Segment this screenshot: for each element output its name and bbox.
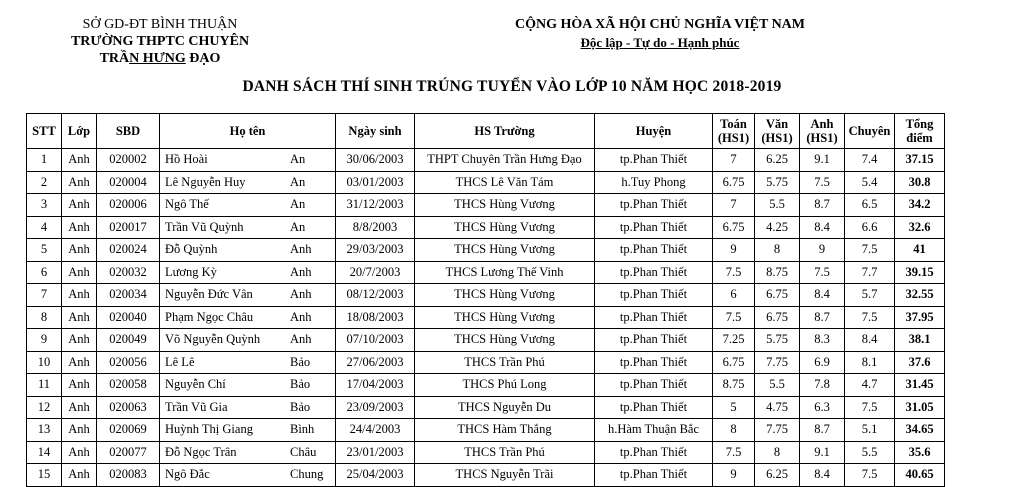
cell-toan: 7.5 [713, 441, 755, 464]
cell-huyen: tp.Phan Thiết [595, 216, 713, 239]
cell-chuyen: 8.4 [845, 329, 895, 352]
cell-tong: 39.15 [895, 261, 945, 284]
cell-lop: Anh [62, 464, 97, 487]
national-header [440, 16, 880, 52]
cell-toan: 9 [713, 464, 755, 487]
cell-sbd: 020083 [97, 464, 160, 487]
col-huyen: Huyện [595, 114, 713, 149]
cell-hoten [160, 149, 336, 172]
cell-hoten [160, 194, 336, 217]
cell-hoten [160, 306, 336, 329]
cell-stt: 6 [27, 261, 62, 284]
cell-sbd: 020034 [97, 284, 160, 307]
cell-ngaysinh: 07/10/2003 [336, 329, 415, 352]
cell-hoten [160, 351, 336, 374]
col-tong-line2: điểm [906, 131, 933, 145]
cell-van: 6.75 [755, 306, 800, 329]
cell-hoten [160, 171, 336, 194]
cell-van: 6.25 [755, 149, 800, 172]
col-hoten: Họ tên [160, 114, 336, 149]
first-name: Châu [290, 444, 317, 459]
cell-sbd: 020056 [97, 351, 160, 374]
cell-sbd: 020004 [97, 171, 160, 194]
school-name-line2 [40, 50, 280, 67]
cell-van: 5.75 [755, 329, 800, 352]
cell-chuyen: 5.7 [845, 284, 895, 307]
table-header-row [27, 114, 945, 149]
cell-stt: 3 [27, 194, 62, 217]
cell-anh: 7.8 [800, 374, 845, 397]
cell-hoten [160, 216, 336, 239]
admission-table [26, 113, 945, 487]
cell-chuyen: 5.4 [845, 171, 895, 194]
last-name: Phạm Ngọc Châu [165, 309, 254, 324]
cell-truong: THPT Chuyên Trần Hưng Đạo [415, 149, 595, 172]
cell-anh: 9.1 [800, 441, 845, 464]
table-row [27, 216, 945, 239]
cell-huyen: h.Tuy Phong [595, 171, 713, 194]
first-name: An [290, 197, 306, 212]
cell-truong: THCS Trần Phú [415, 351, 595, 374]
col-van [755, 114, 800, 149]
national-motto: Độc lập - Tự do - Hạnh phúc [580, 35, 740, 50]
cell-chuyen: 7.5 [845, 239, 895, 262]
cell-tong: 34.2 [895, 194, 945, 217]
cell-chuyen: 5.1 [845, 419, 895, 442]
cell-anh: 8.7 [800, 419, 845, 442]
cell-ngaysinh: 31/12/2003 [336, 194, 415, 217]
cell-sbd: 020069 [97, 419, 160, 442]
cell-stt: 12 [27, 396, 62, 419]
table-row [27, 171, 945, 194]
table-row [27, 374, 945, 397]
school-header [40, 16, 280, 67]
cell-toan: 6.75 [713, 351, 755, 374]
cell-truong: THCS Trần Phú [415, 441, 595, 464]
cell-sbd: 020017 [97, 216, 160, 239]
last-name: Huỳnh Thị Giang [165, 422, 253, 437]
cell-anh: 7.5 [800, 261, 845, 284]
col-anh-line2: (HS1) [806, 131, 838, 145]
cell-huyen: tp.Phan Thiết [595, 306, 713, 329]
cell-truong: THCS Hùng Vương [415, 194, 595, 217]
cell-huyen: tp.Phan Thiết [595, 374, 713, 397]
cell-sbd: 020058 [97, 374, 160, 397]
cell-toan: 5 [713, 396, 755, 419]
col-toan-line2: (HS1) [717, 131, 750, 145]
cell-ngaysinh: 20/7/2003 [336, 261, 415, 284]
cell-lop: Anh [62, 284, 97, 307]
cell-truong: THCS Hùng Vương [415, 216, 595, 239]
cell-van: 8.75 [755, 261, 800, 284]
first-name: Bảo [290, 354, 311, 369]
cell-anh: 8.4 [800, 216, 845, 239]
cell-sbd: 020002 [97, 149, 160, 172]
table-row [27, 351, 945, 374]
col-van-line1: Văn [765, 117, 789, 131]
cell-toan: 7.5 [713, 306, 755, 329]
cell-stt: 4 [27, 216, 62, 239]
first-name: An [290, 219, 306, 234]
school-name-part3: ĐẠO [185, 51, 221, 66]
cell-lop: Anh [62, 239, 97, 262]
cell-anh: 9.1 [800, 149, 845, 172]
first-name: Anh [290, 264, 312, 279]
cell-tong: 32.55 [895, 284, 945, 307]
last-name: Võ Nguyễn Quỳnh [165, 332, 261, 347]
first-name: Bảo [290, 377, 311, 392]
cell-ngaysinh: 03/01/2003 [336, 171, 415, 194]
cell-ngaysinh: 27/06/2003 [336, 351, 415, 374]
cell-lop: Anh [62, 171, 97, 194]
country-name: CỘNG HÒA XÃ HỘI CHỦ NGHĨA VIỆT NAM [514, 17, 805, 32]
table-row [27, 464, 945, 487]
cell-sbd: 020063 [97, 396, 160, 419]
cell-tong: 38.1 [895, 329, 945, 352]
cell-chuyen: 7.4 [845, 149, 895, 172]
cell-hoten [160, 261, 336, 284]
cell-van: 8 [755, 441, 800, 464]
cell-ngaysinh: 8/8/2003 [336, 216, 415, 239]
cell-tong: 31.05 [895, 396, 945, 419]
cell-van: 4.25 [755, 216, 800, 239]
cell-lop: Anh [62, 261, 97, 284]
cell-tong: 41 [895, 239, 945, 262]
last-name: Nguyễn Đức Vân [165, 287, 253, 302]
cell-chuyen: 7.5 [845, 306, 895, 329]
cell-huyen: tp.Phan Thiết [595, 464, 713, 487]
cell-anh: 6.9 [800, 351, 845, 374]
school-name-part2: N HƯNG [129, 51, 186, 66]
cell-toan: 9 [713, 239, 755, 262]
cell-truong: THCS Phú Long [415, 374, 595, 397]
col-toan [713, 114, 755, 149]
cell-sbd: 020032 [97, 261, 160, 284]
cell-chuyen: 8.1 [845, 351, 895, 374]
school-name-part1: TRẦ [99, 51, 130, 66]
cell-tong: 34.65 [895, 419, 945, 442]
cell-truong: THCS Hùng Vương [415, 306, 595, 329]
cell-huyen: tp.Phan Thiết [595, 441, 713, 464]
cell-toan: 7 [713, 149, 755, 172]
table-row [27, 419, 945, 442]
table-row [27, 306, 945, 329]
cell-van: 7.75 [755, 419, 800, 442]
cell-sbd: 020024 [97, 239, 160, 262]
cell-anh: 8.3 [800, 329, 845, 352]
cell-ngaysinh: 18/08/2003 [336, 306, 415, 329]
cell-chuyen: 4.7 [845, 374, 895, 397]
cell-tong: 30.8 [895, 171, 945, 194]
first-name: Chung [290, 467, 324, 482]
last-name: Đỗ Ngọc Trân [165, 444, 237, 459]
cell-hoten [160, 419, 336, 442]
cell-truong: THCS Hùng Vương [415, 284, 595, 307]
cell-sbd: 020049 [97, 329, 160, 352]
col-anh [800, 114, 845, 149]
cell-ngaysinh: 30/06/2003 [336, 149, 415, 172]
cell-ngaysinh: 25/04/2003 [336, 464, 415, 487]
first-name: Anh [290, 309, 312, 324]
last-name: Hồ Hoài [165, 152, 208, 167]
cell-huyen: h.Hàm Thuận Bắc [595, 419, 713, 442]
cell-stt: 7 [27, 284, 62, 307]
last-name: Đỗ Quỳnh [165, 242, 218, 257]
cell-truong: THCS Lê Văn Tám [415, 171, 595, 194]
table-row [27, 239, 945, 262]
cell-hoten [160, 464, 336, 487]
cell-van: 4.75 [755, 396, 800, 419]
cell-lop: Anh [62, 149, 97, 172]
cell-huyen: tp.Phan Thiết [595, 284, 713, 307]
cell-toan: 6 [713, 284, 755, 307]
cell-anh: 8.7 [800, 194, 845, 217]
cell-stt: 15 [27, 464, 62, 487]
cell-anh: 6.3 [800, 396, 845, 419]
cell-tong: 31.45 [895, 374, 945, 397]
cell-sbd: 020006 [97, 194, 160, 217]
first-name: An [290, 174, 306, 189]
cell-van: 5.75 [755, 171, 800, 194]
cell-hoten [160, 329, 336, 352]
cell-huyen: tp.Phan Thiết [595, 239, 713, 262]
last-name: Lê Lê [165, 354, 195, 369]
cell-lop: Anh [62, 329, 97, 352]
cell-huyen: tp.Phan Thiết [595, 149, 713, 172]
cell-tong: 35.6 [895, 441, 945, 464]
last-name: Ngô Đắc [165, 467, 210, 482]
cell-lop: Anh [62, 441, 97, 464]
col-van-line2: (HS1) [761, 131, 793, 145]
cell-toan: 8 [713, 419, 755, 442]
cell-stt: 11 [27, 374, 62, 397]
first-name: An [290, 152, 306, 167]
cell-stt: 8 [27, 306, 62, 329]
last-name: Trần Vũ Quỳnh [165, 219, 244, 234]
cell-hoten [160, 396, 336, 419]
cell-truong: THCS Hùng Vương [415, 329, 595, 352]
cell-hoten [160, 374, 336, 397]
col-anh-line1: Anh [810, 117, 834, 131]
cell-anh: 8.4 [800, 464, 845, 487]
cell-van: 6.25 [755, 464, 800, 487]
cell-anh: 7.5 [800, 171, 845, 194]
cell-anh: 8.7 [800, 306, 845, 329]
table-row [27, 194, 945, 217]
last-name: Lương Kỳ [165, 264, 217, 279]
col-lop: Lớp [62, 114, 97, 149]
cell-anh: 9 [800, 239, 845, 262]
cell-ngaysinh: 08/12/2003 [336, 284, 415, 307]
last-name: Ngô Thế [165, 197, 209, 212]
table-row [27, 396, 945, 419]
col-stt: STT [27, 114, 62, 149]
cell-toan: 8.75 [713, 374, 755, 397]
cell-van: 8 [755, 239, 800, 262]
cell-van: 5.5 [755, 194, 800, 217]
table-row [27, 284, 945, 307]
cell-chuyen: 7.5 [845, 396, 895, 419]
cell-toan: 7 [713, 194, 755, 217]
last-name: Trần Vũ Gia [165, 399, 228, 414]
col-sbd: SBD [97, 114, 160, 149]
cell-huyen: tp.Phan Thiết [595, 329, 713, 352]
cell-tong: 37.6 [895, 351, 945, 374]
first-name: Bảo [290, 399, 311, 414]
department-name: SỞ GD-ĐT BÌNH THUẬN [82, 17, 238, 32]
school-name-line1: TRƯỜNG THPTC CHUYÊN [70, 34, 250, 49]
cell-tong: 32.6 [895, 216, 945, 239]
cell-toan: 7.25 [713, 329, 755, 352]
cell-stt: 14 [27, 441, 62, 464]
cell-truong: THCS Nguyễn Du [415, 396, 595, 419]
cell-ngaysinh: 23/01/2003 [336, 441, 415, 464]
table-row [27, 261, 945, 284]
col-tong [895, 114, 945, 149]
cell-anh: 8.4 [800, 284, 845, 307]
cell-ngaysinh: 24/4/2003 [336, 419, 415, 442]
cell-huyen: tp.Phan Thiết [595, 351, 713, 374]
cell-huyen: tp.Phan Thiết [595, 396, 713, 419]
cell-chuyen: 6.6 [845, 216, 895, 239]
cell-huyen: tp.Phan Thiết [595, 194, 713, 217]
cell-stt: 10 [27, 351, 62, 374]
cell-ngaysinh: 17/04/2003 [336, 374, 415, 397]
cell-hoten [160, 284, 336, 307]
cell-toan: 6.75 [713, 216, 755, 239]
cell-lop: Anh [62, 419, 97, 442]
cell-hoten [160, 239, 336, 262]
cell-lop: Anh [62, 216, 97, 239]
cell-ngaysinh: 23/09/2003 [336, 396, 415, 419]
cell-truong: THCS Nguyễn Trãi [415, 464, 595, 487]
cell-sbd: 020077 [97, 441, 160, 464]
cell-stt: 13 [27, 419, 62, 442]
cell-truong: THCS Lương Thế Vinh [415, 261, 595, 284]
cell-lop: Anh [62, 396, 97, 419]
col-toan-line1: Toán [720, 117, 747, 131]
cell-lop: Anh [62, 374, 97, 397]
cell-chuyen: 6.5 [845, 194, 895, 217]
cell-hoten [160, 441, 336, 464]
cell-stt: 2 [27, 171, 62, 194]
cell-toan: 7.5 [713, 261, 755, 284]
cell-lop: Anh [62, 194, 97, 217]
col-truong: HS Trường [415, 114, 595, 149]
cell-van: 5.5 [755, 374, 800, 397]
cell-sbd: 020040 [97, 306, 160, 329]
last-name: Nguyễn Chí [165, 377, 226, 392]
document-title: DANH SÁCH THÍ SINH TRÚNG TUYỂN VÀO LỚP 10 NĂM HỌC 2018-2019 [242, 78, 782, 95]
cell-stt: 1 [27, 149, 62, 172]
table-row [27, 149, 945, 172]
table-row [27, 441, 945, 464]
cell-tong: 37.95 [895, 306, 945, 329]
last-name: Lê Nguyễn Huy [165, 174, 246, 189]
table-body [27, 149, 945, 487]
first-name: Bình [290, 422, 315, 437]
cell-lop: Anh [62, 351, 97, 374]
cell-toan: 6.75 [713, 171, 755, 194]
cell-truong: THCS Hàm Thắng [415, 419, 595, 442]
cell-van: 6.75 [755, 284, 800, 307]
first-name: Anh [290, 242, 312, 257]
cell-tong: 37.15 [895, 149, 945, 172]
first-name: Anh [290, 287, 312, 302]
cell-chuyen: 7.7 [845, 261, 895, 284]
col-ngaysinh: Ngày sinh [336, 114, 415, 149]
table-row [27, 329, 945, 352]
cell-stt: 5 [27, 239, 62, 262]
cell-huyen: tp.Phan Thiết [595, 261, 713, 284]
col-chuyen: Chuyên [845, 114, 895, 149]
cell-ngaysinh: 29/03/2003 [336, 239, 415, 262]
cell-chuyen: 7.5 [845, 464, 895, 487]
cell-lop: Anh [62, 306, 97, 329]
cell-tong: 40.65 [895, 464, 945, 487]
first-name: Anh [290, 332, 312, 347]
cell-stt: 9 [27, 329, 62, 352]
cell-van: 7.75 [755, 351, 800, 374]
col-tong-line1: Tổng [905, 117, 934, 131]
cell-truong: THCS Hùng Vương [415, 239, 595, 262]
cell-chuyen: 5.5 [845, 441, 895, 464]
